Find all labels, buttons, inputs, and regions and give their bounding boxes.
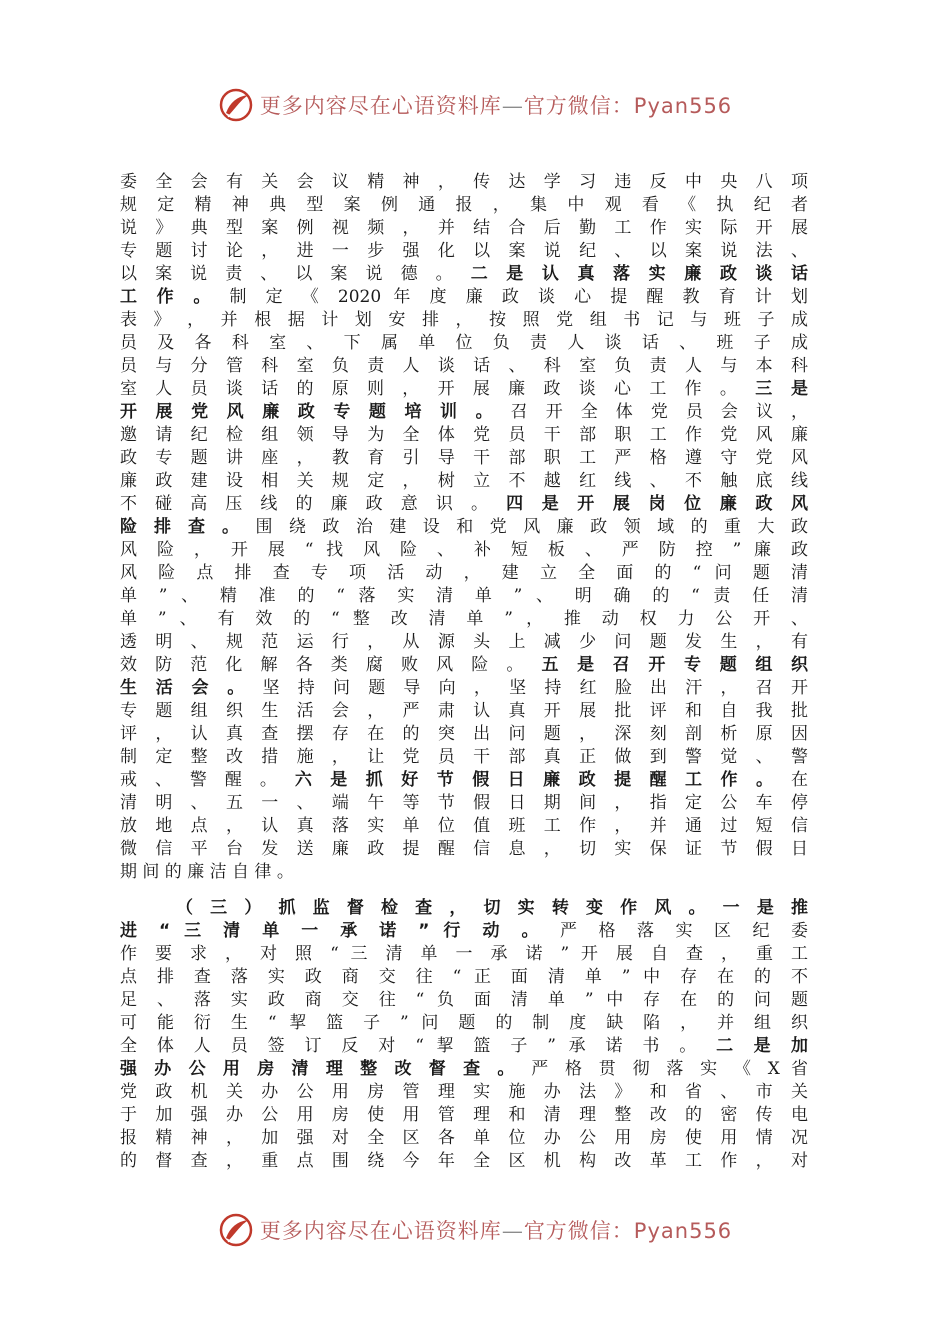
text-segment: 召 开 全 体 党 员 会 议 ，: [498, 402, 809, 422]
text-line: [120, 815, 808, 838]
text-line: [120, 631, 808, 654]
bold-text-segment: 五 是 召 开 专 题 组 织: [541, 655, 808, 675]
text-segment: 邀 请 纪 检 组 领 导 为 全 体 党 员 干 部 职 工 作 党 风 廉: [120, 425, 808, 445]
text-line: [120, 332, 808, 355]
text-segment: 在: [779, 770, 808, 790]
text-segment: 委 全 会 有 关 会 议 精 神 ， 传 达 学 习 违 反 中 央 八 项: [120, 172, 808, 192]
text-segment: 制 定 整 改 措 施 ， 让 党 员 干 部 真 正 做 到 警 觉 、 警: [120, 747, 808, 767]
text-segment: 透 明 、 规 范 运 行 ， 从 源 头 上 减 少 问 题 发 生 ， 有: [120, 632, 808, 652]
text-line: [120, 585, 808, 608]
text-line: [120, 608, 808, 631]
text-line: [120, 861, 808, 884]
text-segment: 的 督 查 ， 重 点 围 绕 今 年 全 区 机 构 改 革 工 作 ， 对: [120, 1151, 808, 1171]
text-segment: 微 信 平 台 发 送 廉 政 提 醒 信 息 ， 切 实 保 证 节 假 日: [120, 839, 808, 859]
text-line: [120, 263, 808, 286]
text-line: [120, 217, 808, 240]
text-segment: 点 排 查 落 实 政 商 交 往 “ 正 面 清 单 ” 中 存 在 的 不: [120, 967, 808, 987]
text-segment: 表 》 ， 并 根 据 计 划 安 排 ， 按 照 党 组 书 记 与 班 子 成: [120, 310, 808, 330]
text-line: [120, 493, 808, 516]
header-watermark-banner: [0, 80, 950, 130]
text-line: [120, 1127, 808, 1150]
text-line: [120, 1058, 808, 1081]
text-line: [120, 539, 808, 562]
text-line: [120, 378, 808, 401]
bold-text-segment: 三 是: [755, 379, 808, 399]
text-line: [120, 838, 808, 861]
bold-text-segment: 二 是 加: [716, 1036, 808, 1056]
text-segment: 员 及 各 科 室 、 下 属 单 位 负 责 人 谈 话 、 班 子 成: [120, 333, 808, 353]
footer-watermark-banner: [0, 1205, 950, 1255]
text-line: [120, 424, 808, 447]
text-line: [120, 792, 808, 815]
pen-logo-icon: [218, 1212, 254, 1248]
text-line: [120, 562, 808, 585]
text-segment: 单 ” 、 精 准 的 “ 落 实 清 单 ” 、 明 确 的 “ 责 任 清: [120, 586, 808, 606]
text-segment: 室 人 员 谈 话 的 原 则 ， 开 展 廉 政 谈 心 工 作 。: [120, 379, 756, 399]
bold-text-segment: 险 排 查 。: [120, 517, 245, 537]
text-segment: 清 明 、 五 一 、 端 午 等 节 假 日 期 间 ， 指 定 公 车 停: [120, 793, 808, 813]
text-segment: 戒 、 警 醒 。: [120, 770, 295, 790]
text-line: [120, 1012, 808, 1035]
text-line: [120, 470, 808, 493]
text-segment: 风 险 点 排 查 专 项 活 动 ， 建 立 全 面 的 “ 问 题 清: [120, 563, 808, 583]
text-line: [120, 171, 808, 194]
text-segment: 放 地 点 ， 认 真 落 实 单 位 值 班 工 作 ， 并 通 过 短 信: [120, 816, 808, 836]
banner-brand: 更多内容尽在心语资料库: [259, 94, 502, 118]
text-segment: 廉 政 建 设 相 关 规 定 ， 树 立 不 越 红 线 、 不 触 底 线: [120, 471, 808, 491]
bold-text-segment: 强 办 公 用 房 清 理 整 改 督 查 。: [120, 1059, 521, 1079]
text-line: [120, 897, 808, 920]
bold-text-segment: （ 三 ） 抓 监 督 检 查 ， 切 实 转 变 作 风 。 一 是 推: [176, 898, 809, 918]
text-line: [120, 447, 808, 470]
banner-brand: 更多内容尽在心语资料库: [259, 1219, 502, 1243]
text-segment: 于 加 强 办 公 用 房 使 用 管 理 和 清 理 整 改 的 密 传 电: [120, 1105, 808, 1125]
text-line: [120, 355, 808, 378]
text-line: [120, 1150, 808, 1173]
body-paragraph-1: [120, 171, 808, 884]
text-segment: 足 、 落 实 政 商 交 往 “ 负 面 清 单 ” 中 存 在 的 问 题: [120, 990, 808, 1010]
text-segment: 员 与 分 管 科 室 负 责 人 谈 话 、 科 室 负 责 人 与 本 科: [120, 356, 808, 376]
text-line: [120, 286, 808, 309]
text-segment: 专 题 组 织 生 活 会 ， 严 肃 认 真 开 展 批 评 和 自 我 批: [120, 701, 808, 721]
text-line: [120, 966, 808, 989]
text-line: [120, 769, 808, 792]
text-segment: 效 防 范 化 解 各 类 腐 败 风 险 。: [120, 655, 542, 675]
text-segment: 不 碰 高 压 线 的 廉 政 意 识 。: [120, 494, 507, 514]
text-segment: 可 能 衍 生 “ 挈 篮 子 ” 问 题 的 制 度 缺 陷 ， 并 组 织: [120, 1013, 808, 1033]
text-line: [120, 746, 808, 769]
banner-separator: —: [501, 94, 524, 118]
text-segment: 专 题 讨 论 ， 进 一 步 强 化 以 案 说 纪 、 以 案 说 法 、: [120, 241, 808, 261]
body-paragraph-2: [120, 897, 808, 1173]
text-segment: 评 ， 认 真 查 摆 存 在 的 突 出 问 题 ， 深 刻 剖 析 原 因: [120, 724, 808, 744]
text-line: [120, 654, 808, 677]
text-line: [120, 920, 808, 943]
banner-text: [260, 1215, 732, 1245]
bold-text-segment: 进 “ 三 清 单 一 承 诺 ” 行 动 。: [120, 921, 547, 941]
text-segment: 严 格 贯 彻 落 实 《 X 省: [520, 1059, 808, 1079]
bold-text-segment: 六 是 抓 好 节 假 日 廉 政 提 醒 工 作 。: [294, 770, 780, 790]
text-segment: 党 政 机 关 办 公 用 房 管 理 实 施 办 法 》 和 省 、 市 关: [120, 1082, 808, 1102]
bold-text-segment: 二 是 认 真 落 实 廉 政 谈 话: [470, 264, 808, 284]
text-segment: 单 ” 、 有 效 的 “ 整 改 清 单 ” ， 推 动 权 力 公 开 、: [120, 609, 808, 629]
banner-text: [260, 90, 732, 120]
banner-separator: —: [501, 1219, 524, 1243]
text-line: [120, 1104, 808, 1127]
text-line: [120, 677, 808, 700]
text-line: [120, 1035, 808, 1058]
bold-text-segment: 四 是 开 展 岗 位 廉 政 风: [506, 494, 808, 514]
text-segment: 期 间 的 廉 洁 自 律 。: [120, 862, 294, 882]
text-line: [120, 1081, 808, 1104]
text-line: [120, 194, 808, 217]
pen-logo-icon: [218, 87, 254, 123]
text-segment: 坚 持 问 题 导 向 ， 坚 持 红 脸 出 汗 ， 召 开: [250, 678, 808, 698]
text-segment: 报 精 神 ， 加 强 对 全 区 各 单 位 办 公 用 房 使 用 情 况: [120, 1128, 808, 1148]
text-line: [120, 989, 808, 1012]
banner-wechat: 官方微信：Pyan556: [523, 1219, 733, 1243]
text-segment: 规 定 精 神 典 型 案 例 通 报 ， 集 中 观 看 《 执 纪 者: [120, 195, 808, 215]
text-segment: 围 绕 政 治 建 设 和 党 风 廉 政 领 域 的 重 大 政: [244, 517, 808, 537]
text-segment: 作 要 求 ， 对 照 “ 三 清 单 一 承 诺 ” 开 展 自 查 ， 重 工: [120, 944, 808, 964]
text-segment: 制 定 《 2020 年 度 廉 政 谈 心 提 醒 教 育 计 划: [217, 287, 808, 307]
text-segment: 风 险 ， 开 展 “ 找 风 险 、 补 短 板 、 严 防 控 ” 廉 政: [120, 540, 808, 560]
text-line: [120, 401, 808, 424]
text-segment: 全 体 人 员 签 订 反 对 “ 挈 篮 子 ” 承 诺 书 。: [120, 1036, 717, 1056]
bold-text-segment: 工 作 。: [120, 287, 218, 307]
text-line: [120, 700, 808, 723]
text-line: [120, 516, 808, 539]
text-line: [120, 943, 808, 966]
text-segment: 政 专 题 讲 座 ， 教 育 引 导 干 部 职 工 严 格 遵 守 党 风: [120, 448, 808, 468]
bold-text-segment: 生 活 会 。: [120, 678, 251, 698]
bold-text-segment: 开 展 党 风 廉 政 专 题 培 训 。: [120, 402, 499, 422]
banner-wechat: 官方微信：Pyan556: [523, 94, 733, 118]
text-segment: 说 》 典 型 案 例 视 频 ， 并 结 合 后 勤 工 作 实 际 开 展: [120, 218, 808, 238]
text-line: [120, 309, 808, 332]
text-segment: 以 案 说 责 、 以 案 说 德 。: [120, 264, 471, 284]
text-line: [120, 240, 808, 263]
text-segment: 严 格 落 实 区 纪 委: [546, 921, 808, 941]
text-line: [120, 723, 808, 746]
